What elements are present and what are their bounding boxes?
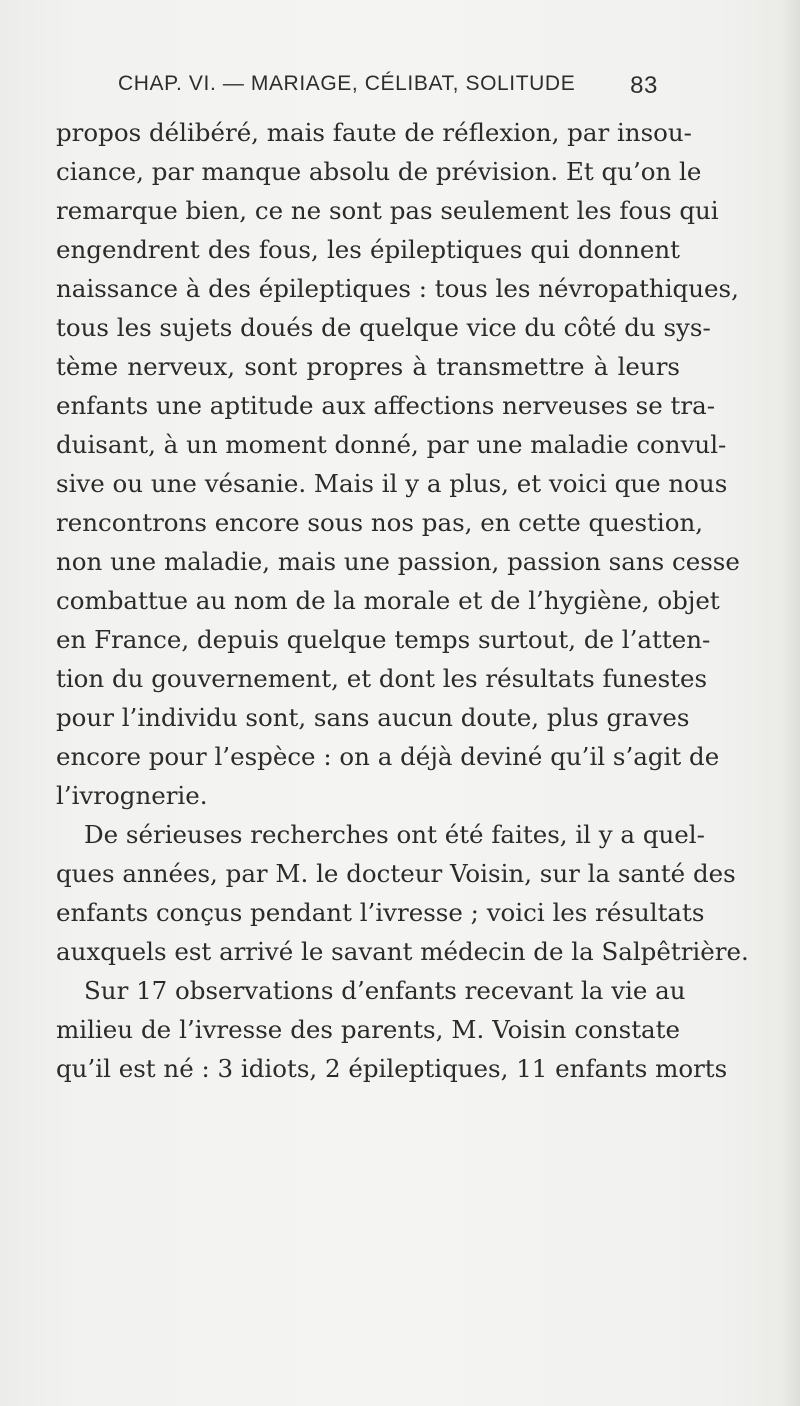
text-line: tous les sujets doués de quelque vice du côté du sys- [56, 313, 711, 342]
text-line: qu’il est né : 3 idiots, 2 épileptiques, 11 enfants morts [56, 1054, 728, 1083]
body-text [56, 113, 749, 1088]
text-line: auxquels est arrivé le savant médecin de la Salpêtrière. [56, 937, 749, 966]
text-line: sive ou une vésanie. Mais il y a plus, et voici que nous [56, 469, 728, 498]
text-line: remarque bien, ce ne sont pas seulement les fous qui [56, 196, 719, 225]
text-line: enfants conçus pendant l’ivresse ; voici les résultats [56, 898, 705, 927]
page-edge-shadow [782, 0, 800, 1406]
text-line: ques années, par M. le docteur Voisin, sur la santé des [56, 859, 736, 888]
chapter-title: CHAP. VI. — MARIAGE, CÉLIBAT, SOLITUDE [118, 72, 576, 95]
text-line: engendrent des fous, les épileptiques qui donnent [56, 235, 680, 264]
text-line: l’ivrognerie. [56, 781, 208, 810]
text-line: propos délibéré, mais faute de réflexion, par insou- [56, 118, 692, 147]
text-line: ciance, par manque absolu de prévision. Et qu’on le [56, 157, 702, 186]
text-line: duisant, à un moment donné, par une maladie convul- [56, 430, 727, 459]
text-line: pour l’individu sont, sans aucun doute, plus graves [56, 703, 690, 732]
running-head [118, 72, 658, 104]
text-line: naissance à des épileptiques : tous les névropathiques, [56, 274, 739, 303]
text-line: enfants une aptitude aux affections nerveuses se tra- [56, 391, 715, 420]
text-line: combattue au nom de la morale et de l’hygiène, objet [56, 586, 720, 615]
text-line: rencontrons encore sous nos pas, en cette question, [56, 508, 704, 537]
text-line: milieu de l’ivresse des parents, M. Voisin constate [56, 1015, 680, 1044]
text-line: tion du gouvernement, et dont les résultats funestes [56, 664, 708, 693]
text-line: non une maladie, mais une passion, passion sans cesse [56, 547, 740, 576]
text-line: encore pour l’espèce : on a déjà deviné qu’il s’agit de [56, 742, 720, 771]
paragraph-start-line: Sur 17 observations d’enfants recevant la vie au [84, 976, 686, 1005]
page-number: 83 [630, 72, 658, 99]
paragraph-start-line: De sérieuses recherches ont été faites, il y a quel- [84, 820, 705, 849]
text-line: tème nerveux, sont propres à transmettre à leurs [56, 352, 680, 381]
text-line: en France, depuis quelque temps surtout, de l’atten- [56, 625, 711, 654]
